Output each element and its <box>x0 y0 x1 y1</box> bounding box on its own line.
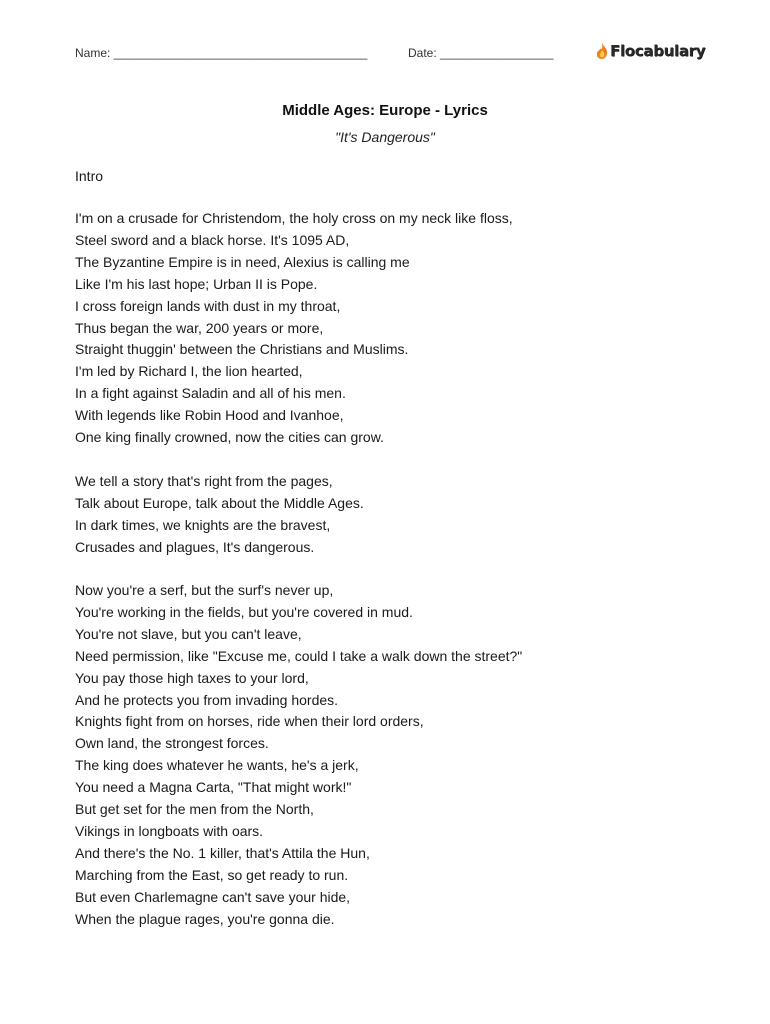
lyric-line: When the plague rages, you're gonna die. <box>75 910 335 927</box>
worksheet-header <box>75 40 706 64</box>
lyric-line: Like I'm his last hope; Urban II is Pope. <box>75 275 318 292</box>
lyric-line: I'm on a crusade for Christendom, the holy cross on my neck like floss, <box>75 210 513 226</box>
lyric-line: We tell a story that's right from the pages, <box>75 473 333 489</box>
lyric-line: Marching from the East, so get ready to run. <box>75 866 349 883</box>
stanza-1 <box>75 208 513 449</box>
lyric-line: You're working in the fields, but you're covered in mud. <box>75 603 413 620</box>
stanza-3 <box>75 580 522 931</box>
name-field[interactable]: Name: ______________________________________ <box>75 46 368 60</box>
lyric-line: And there's the No. 1 killer, that's Attila the Hun, <box>75 844 370 861</box>
lyric-line: Crusades and plagues, It's dangerous. <box>75 538 315 555</box>
lyric-line: One king finally crowned, now the cities can grow. <box>75 429 384 446</box>
lyric-line: The Byzantine Empire is in need, Alexius is calling me <box>75 253 410 270</box>
flame-icon <box>595 42 609 60</box>
lyric-line: Thus began the war, 200 years or more, <box>75 319 324 336</box>
page-title: Middle Ages: Europe - Lyrics <box>282 102 488 119</box>
lyric-line: But even Charlemagne can't save your hide, <box>75 888 351 905</box>
lyric-line: Straight thuggin' between the Christians and Muslims. <box>75 341 409 358</box>
lyric-line: In a fight against Saladin and all of his men. <box>75 385 346 402</box>
lyric-line: Own land, the strongest forces. <box>75 735 269 752</box>
lyric-line: You're not slave, but you can't leave, <box>75 625 302 642</box>
section-label-intro: Intro <box>75 168 104 184</box>
lyric-line: You need a Magna Carta, "That might work!" <box>75 779 352 796</box>
logo-text: Flocabulary <box>610 42 706 60</box>
lyric-line: I'm led by Richard I, the lion hearted, <box>75 363 303 380</box>
lyric-line: But get set for the men from the North, <box>75 801 314 818</box>
lyric-line: Talk about Europe, talk about the Middle Ages. <box>75 494 364 511</box>
flocabulary-logo <box>595 40 705 62</box>
lyric-line: Knights fight from on horses, ride when their lord orders, <box>75 713 424 730</box>
lyric-line: In dark times, we knights are the bravest, <box>75 516 331 533</box>
lyric-line: Now you're a serf, but the surf's never up, <box>75 582 334 598</box>
lyric-line: Need permission, like "Excuse me, could I take a walk down the street?" <box>75 647 523 664</box>
lyric-line: The king does whatever he wants, he's a jerk, <box>75 757 359 774</box>
lyric-line: With legends like Robin Hood and Ivanhoe, <box>75 407 344 424</box>
song-subtitle: "It's Dangerous" <box>335 129 435 145</box>
lyric-line: And he protects you from invading hordes. <box>75 691 339 708</box>
lyric-line: Steel sword and a black horse. It's 1095 AD, <box>75 231 350 248</box>
lyric-line: You pay those high taxes to your lord, <box>75 669 309 686</box>
lyric-line: Vikings in longboats with oars. <box>75 822 264 839</box>
stanza-2 <box>75 471 364 559</box>
date-field[interactable]: Date: _________________ <box>408 46 554 60</box>
lyric-line: I cross foreign lands with dust in my throat, <box>75 297 341 314</box>
